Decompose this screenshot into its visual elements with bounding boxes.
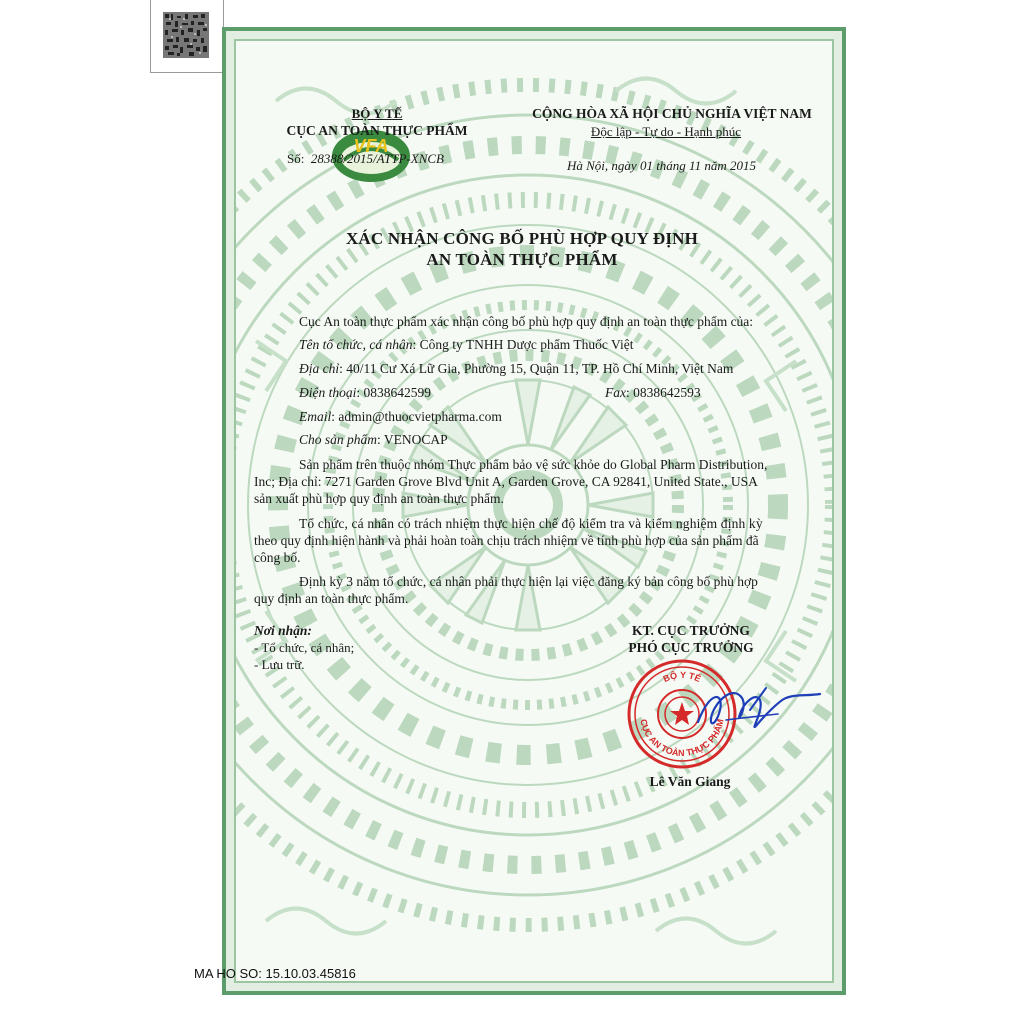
phone-row (299, 385, 431, 401)
document-title-line1: XÁC NHẬN CÔNG BỐ PHÙ HỢP QUY ĐỊNH (345, 229, 699, 248)
country-name: CỘNG HÒA XÃ HỘI CHỦ NGHĨA VIỆT NAM (532, 106, 812, 121)
document-title-line2: AN TOÀN THỰC PHẨM (426, 250, 618, 269)
document-number-label: Số: (287, 151, 305, 166)
email-label: Email (299, 409, 332, 424)
phone-value: : 0838642599 (356, 385, 432, 400)
paragraph1-line2: Inc; Địa chỉ: 7271 Garden Grove Blvd Unit A, Garden Grove, CA 92841, United State., USA (254, 474, 758, 489)
paragraph1-line3: sản xuất phù hợp quy định an toàn thực phẩm. (254, 491, 504, 506)
handwritten-signature-icon (690, 680, 830, 740)
signatory-title-line1: KT. CỤC TRƯỞNG (632, 623, 750, 638)
vfa-logo-text: VFA (353, 136, 389, 156)
signatory-name: Lê Văn Giang (649, 774, 731, 789)
fax-value: : 0838642593 (626, 385, 701, 400)
organization-row (299, 337, 633, 353)
organization-label: Tên tổ chức, cá nhân (299, 337, 413, 352)
fax-label: Fax (605, 385, 626, 400)
department-name: CỤC AN TOÀN THỰC PHẨM (286, 123, 468, 138)
phone-label: Điện thoại (299, 385, 357, 400)
recipients-label: Nơi nhận: (254, 623, 312, 638)
organization-value: : Công ty TNHH Dược phẩm Thuốc Việt (412, 337, 634, 352)
paragraph2-line2: theo quy định hiện hành và phải hoàn toàn chịu trách nhiệm về tính phù hợp của sản phẩm đã (254, 533, 759, 548)
signatory-title-line2: PHÓ CỤC TRƯỞNG (628, 640, 754, 655)
address-label: Địa chỉ (299, 361, 340, 376)
paragraph3-line1: Định kỳ 3 năm tổ chức, cá nhân phải thực hiện lại việc đăng ký bản công bố phù hợp (299, 574, 758, 589)
address-row (299, 361, 733, 377)
paragraph2-line3: công bố. (254, 550, 301, 565)
intro-text: Cục An toàn thực phẩm xác nhận công bố phù hợp quy định an toàn thực phẩm của: (299, 314, 754, 329)
paragraph3-line2: quy định an toàn thực phẩm. (254, 591, 409, 606)
ministry-name: BỘ Y TẾ (351, 106, 403, 121)
email-value: : admin@thuocvietpharma.com (331, 409, 502, 424)
address-value: : 40/11 Cư Xá Lữ Gia, Phường 15, Quận 11, TP. Hồ Chí Minh, Việt Nam (339, 361, 734, 376)
paragraph2-line1: Tổ chức, cá nhân có trách nhiệm thực hiện chế độ kiểm tra và kiểm nghiệm định kỳ (299, 516, 763, 531)
seal-bottom-text: CỤC AN TOÀN THỰC PHẨM (638, 718, 726, 759)
paragraph1-line1: Sản phẩm trên thuộc nhóm Thực phẩm bảo vệ sức khỏe do Global Pharm Distribution, (299, 457, 768, 472)
seal-top-text: BỘ Y TẾ (661, 669, 703, 685)
document-number (287, 151, 444, 167)
product-row (299, 432, 448, 448)
recipient-item: - Tổ chức, cá nhân; (254, 640, 355, 655)
national-motto: Độc lập - Tự do - Hạnh phúc (590, 124, 742, 139)
place-date: Hà Nội, ngày 01 tháng 11 năm 2015 (567, 158, 756, 173)
recipient-item: - Lưu trữ. (254, 657, 305, 672)
email-row (299, 409, 502, 425)
file-code: MA HO SO: 15.10.03.45816 (194, 966, 356, 981)
product-label: Cho sản phẩm (299, 432, 378, 447)
fax-row (605, 385, 701, 401)
document-number-value: 28388/2015/ATTP-XNCB (310, 151, 444, 166)
product-value: : VENOCAP (377, 432, 448, 447)
